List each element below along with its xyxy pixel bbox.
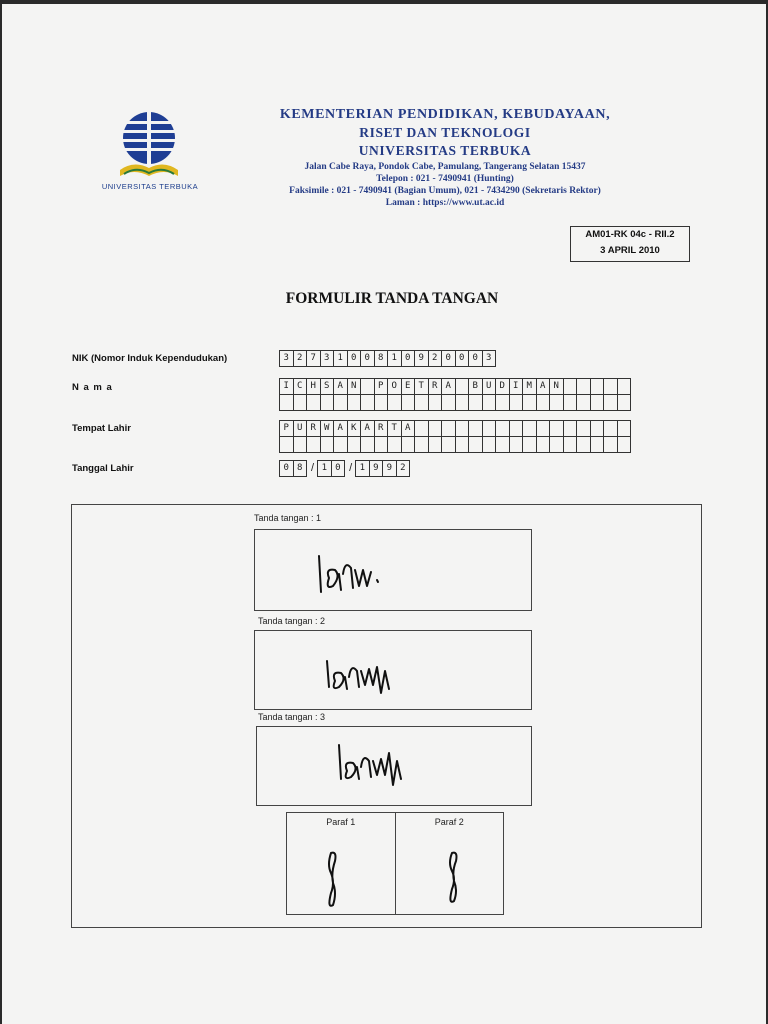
paraf-1-box[interactable] (287, 813, 395, 914)
char-cell[interactable] (617, 420, 632, 437)
char-cell[interactable]: H (306, 378, 321, 395)
char-cell[interactable]: T (414, 378, 429, 395)
ministry-line-2: RISET DAN TEKNOLOGI (359, 125, 531, 140)
char-cell[interactable]: 9 (369, 460, 384, 477)
char-cell[interactable] (293, 394, 308, 411)
char-cell[interactable]: 0 (347, 350, 362, 367)
ministry-line: KEMENTERIAN PENDIDIKAN, KEBUDAYAAN, (279, 107, 611, 122)
char-cell[interactable]: O (387, 378, 402, 395)
paraf-1-image (287, 813, 395, 914)
char-cell[interactable] (522, 420, 537, 437)
char-cell[interactable] (576, 378, 591, 395)
char-cell[interactable]: 7 (306, 350, 321, 367)
website: Laman : https://www.ut.ac.id (385, 198, 505, 208)
char-cell[interactable] (428, 436, 443, 453)
char-cell[interactable] (387, 394, 402, 411)
char-cell[interactable] (536, 420, 551, 437)
char-cell[interactable]: U (293, 420, 308, 437)
char-cell[interactable]: 3 (279, 350, 294, 367)
char-cell[interactable]: 1 (355, 460, 370, 477)
char-cell[interactable] (603, 394, 618, 411)
signature-box-2[interactable] (254, 630, 532, 710)
char-cell[interactable] (495, 394, 510, 411)
nama-grid-row-2[interactable] (280, 394, 631, 411)
nama-grid-row-1[interactable] (280, 378, 631, 395)
char-cell[interactable]: P (279, 420, 294, 437)
char-cell[interactable] (360, 378, 375, 395)
fax: Faksimile : 021 - 7490941 (Bagian Umum), 021 - 7434290 (Sekretaris Rektor) (289, 186, 601, 196)
birth-day[interactable] (280, 460, 307, 477)
char-cell[interactable] (603, 420, 618, 437)
char-cell[interactable] (347, 394, 362, 411)
char-cell[interactable] (468, 436, 483, 453)
char-cell[interactable]: 9 (382, 460, 397, 477)
char-cell[interactable]: 1 (387, 350, 402, 367)
char-cell[interactable] (441, 420, 456, 437)
char-cell[interactable]: W (320, 420, 335, 437)
document-code: AM01-RK 04c - RII.2 (585, 229, 675, 240)
char-cell[interactable]: P (374, 378, 389, 395)
char-cell[interactable]: A (441, 378, 456, 395)
char-cell[interactable] (563, 378, 578, 395)
letterhead (230, 106, 660, 209)
char-cell[interactable] (482, 420, 497, 437)
char-cell[interactable] (482, 394, 497, 411)
nik-label: NIK (Nomor Induk Kependudukan) (72, 353, 228, 364)
char-cell[interactable] (522, 436, 537, 453)
paraf-2-box[interactable] (395, 813, 504, 914)
char-cell[interactable] (590, 394, 605, 411)
document-date: 3 APRIL 2010 (600, 245, 660, 256)
char-cell[interactable] (360, 436, 375, 453)
char-cell[interactable] (374, 436, 389, 453)
char-cell[interactable] (509, 436, 524, 453)
char-cell[interactable]: 0 (455, 350, 470, 367)
char-cell[interactable] (374, 394, 389, 411)
char-cell[interactable] (495, 436, 510, 453)
university-name: UNIVERSITAS TERBUKA (358, 143, 532, 158)
char-cell[interactable]: 8 (293, 460, 308, 477)
tanggal-lahir-field[interactable] (280, 460, 410, 477)
tempat-lahir-label: Tempat Lahir (72, 423, 131, 434)
char-cell[interactable]: R (428, 378, 443, 395)
char-cell[interactable] (428, 420, 443, 437)
char-cell[interactable] (441, 394, 456, 411)
char-cell[interactable] (414, 436, 429, 453)
char-cell[interactable] (455, 394, 470, 411)
char-cell[interactable]: T (387, 420, 402, 437)
char-cell[interactable] (401, 436, 416, 453)
char-cell[interactable]: A (360, 420, 375, 437)
char-cell[interactable]: 1 (333, 350, 348, 367)
char-cell[interactable] (306, 394, 321, 411)
char-cell[interactable]: K (347, 420, 362, 437)
char-cell[interactable] (603, 378, 618, 395)
char-cell[interactable]: I (279, 378, 294, 395)
char-cell[interactable]: M (522, 378, 537, 395)
char-cell[interactable]: C (293, 378, 308, 395)
char-cell[interactable] (576, 420, 591, 437)
char-cell[interactable] (509, 420, 524, 437)
tempat-grid-row-2[interactable] (280, 436, 631, 453)
paraf-2-image (396, 813, 504, 914)
char-cell[interactable]: 0 (360, 350, 375, 367)
char-cell[interactable]: A (536, 378, 551, 395)
char-cell[interactable] (590, 420, 605, 437)
char-cell[interactable] (468, 420, 483, 437)
signature-2-image (255, 631, 531, 709)
char-cell[interactable]: 2 (293, 350, 308, 367)
char-cell[interactable]: 0 (401, 350, 416, 367)
char-cell[interactable] (428, 394, 443, 411)
form-title: FORMULIR TANDA TANGAN (285, 290, 499, 307)
birth-year[interactable] (356, 460, 410, 477)
signature-label-1: Tanda tangan : 1 (254, 513, 322, 523)
char-cell[interactable] (333, 436, 348, 453)
char-cell[interactable] (590, 436, 605, 453)
char-cell[interactable] (617, 394, 632, 411)
char-cell[interactable]: I (509, 378, 524, 395)
tanggal-lahir-label: Tanggal Lahir (72, 463, 134, 474)
birth-month[interactable] (318, 460, 345, 477)
char-cell[interactable] (333, 394, 348, 411)
logo-caption: UNIVERSITAS TERBUKA (101, 182, 199, 191)
char-cell[interactable] (414, 394, 429, 411)
char-cell[interactable] (522, 394, 537, 411)
char-cell[interactable] (347, 436, 362, 453)
char-cell[interactable] (387, 436, 402, 453)
signature-1-image (255, 530, 531, 610)
char-cell[interactable]: A (401, 420, 416, 437)
char-cell[interactable] (563, 394, 578, 411)
char-cell[interactable] (495, 420, 510, 437)
document-page (2, 4, 766, 1024)
nik-grid[interactable] (280, 350, 496, 367)
nama-label: N a m a (72, 382, 113, 393)
char-cell[interactable]: 2 (428, 350, 443, 367)
char-cell[interactable] (482, 436, 497, 453)
char-cell[interactable] (536, 394, 551, 411)
char-cell[interactable]: S (320, 378, 335, 395)
char-cell[interactable] (563, 436, 578, 453)
signature-box-3[interactable] (256, 726, 532, 806)
paraf-1-label: Paraf 1 (326, 817, 356, 827)
document-code-box (570, 226, 690, 262)
tempat-grid-row-1[interactable] (280, 420, 631, 437)
date-separator: / (349, 462, 353, 474)
char-cell[interactable] (576, 394, 591, 411)
signature-label-3: Tanda tangan : 3 (258, 712, 326, 722)
char-cell[interactable]: U (482, 378, 497, 395)
signature-3-image (257, 727, 531, 805)
char-cell[interactable] (401, 394, 416, 411)
char-cell[interactable]: 3 (320, 350, 335, 367)
char-cell[interactable]: D (495, 378, 510, 395)
char-cell[interactable] (509, 394, 524, 411)
char-cell[interactable] (576, 436, 591, 453)
char-cell[interactable] (536, 436, 551, 453)
char-cell[interactable] (617, 378, 632, 395)
char-cell[interactable] (414, 420, 429, 437)
char-cell[interactable] (617, 436, 632, 453)
char-cell[interactable]: 8 (374, 350, 389, 367)
char-cell[interactable]: A (333, 420, 348, 437)
char-cell[interactable] (590, 378, 605, 395)
char-cell[interactable] (360, 394, 375, 411)
char-cell[interactable] (468, 394, 483, 411)
char-cell[interactable]: B (468, 378, 483, 395)
char-cell[interactable] (563, 420, 578, 437)
char-cell[interactable]: 1 (317, 460, 332, 477)
char-cell[interactable]: R (374, 420, 389, 437)
char-cell[interactable] (603, 436, 618, 453)
char-cell[interactable] (549, 394, 564, 411)
paraf-table (286, 812, 504, 915)
char-cell[interactable] (279, 394, 294, 411)
char-cell[interactable]: R (306, 420, 321, 437)
char-cell[interactable] (441, 436, 456, 453)
char-cell[interactable] (320, 394, 335, 411)
char-cell[interactable]: 2 (396, 460, 411, 477)
char-cell[interactable] (455, 436, 470, 453)
char-cell[interactable] (306, 436, 321, 453)
char-cell[interactable]: 9 (414, 350, 429, 367)
university-logo (114, 108, 184, 186)
char-cell[interactable] (279, 436, 294, 453)
char-cell[interactable] (549, 420, 564, 437)
char-cell[interactable]: A (333, 378, 348, 395)
char-cell[interactable] (549, 436, 564, 453)
date-separator: / (311, 462, 315, 474)
phone: Telepon : 021 - 7490941 (Hunting) (376, 174, 514, 184)
char-cell[interactable]: 0 (441, 350, 456, 367)
char-cell[interactable]: 0 (279, 460, 294, 477)
char-cell[interactable]: E (401, 378, 416, 395)
char-cell[interactable]: 0 (331, 460, 346, 477)
signature-label-2: Tanda tangan : 2 (258, 616, 326, 626)
char-cell[interactable]: 0 (468, 350, 483, 367)
char-cell[interactable]: N (549, 378, 564, 395)
address: Jalan Cabe Raya, Pondok Cabe, Pamulang, Tangerang Selatan 15437 (304, 162, 586, 172)
signature-box-1[interactable] (254, 529, 532, 611)
char-cell[interactable]: N (347, 378, 362, 395)
char-cell[interactable] (293, 436, 308, 453)
char-cell[interactable] (320, 436, 335, 453)
char-cell[interactable]: 3 (482, 350, 497, 367)
paraf-2-label: Paraf 2 (434, 817, 464, 827)
char-cell[interactable] (455, 378, 470, 395)
char-cell[interactable] (455, 420, 470, 437)
